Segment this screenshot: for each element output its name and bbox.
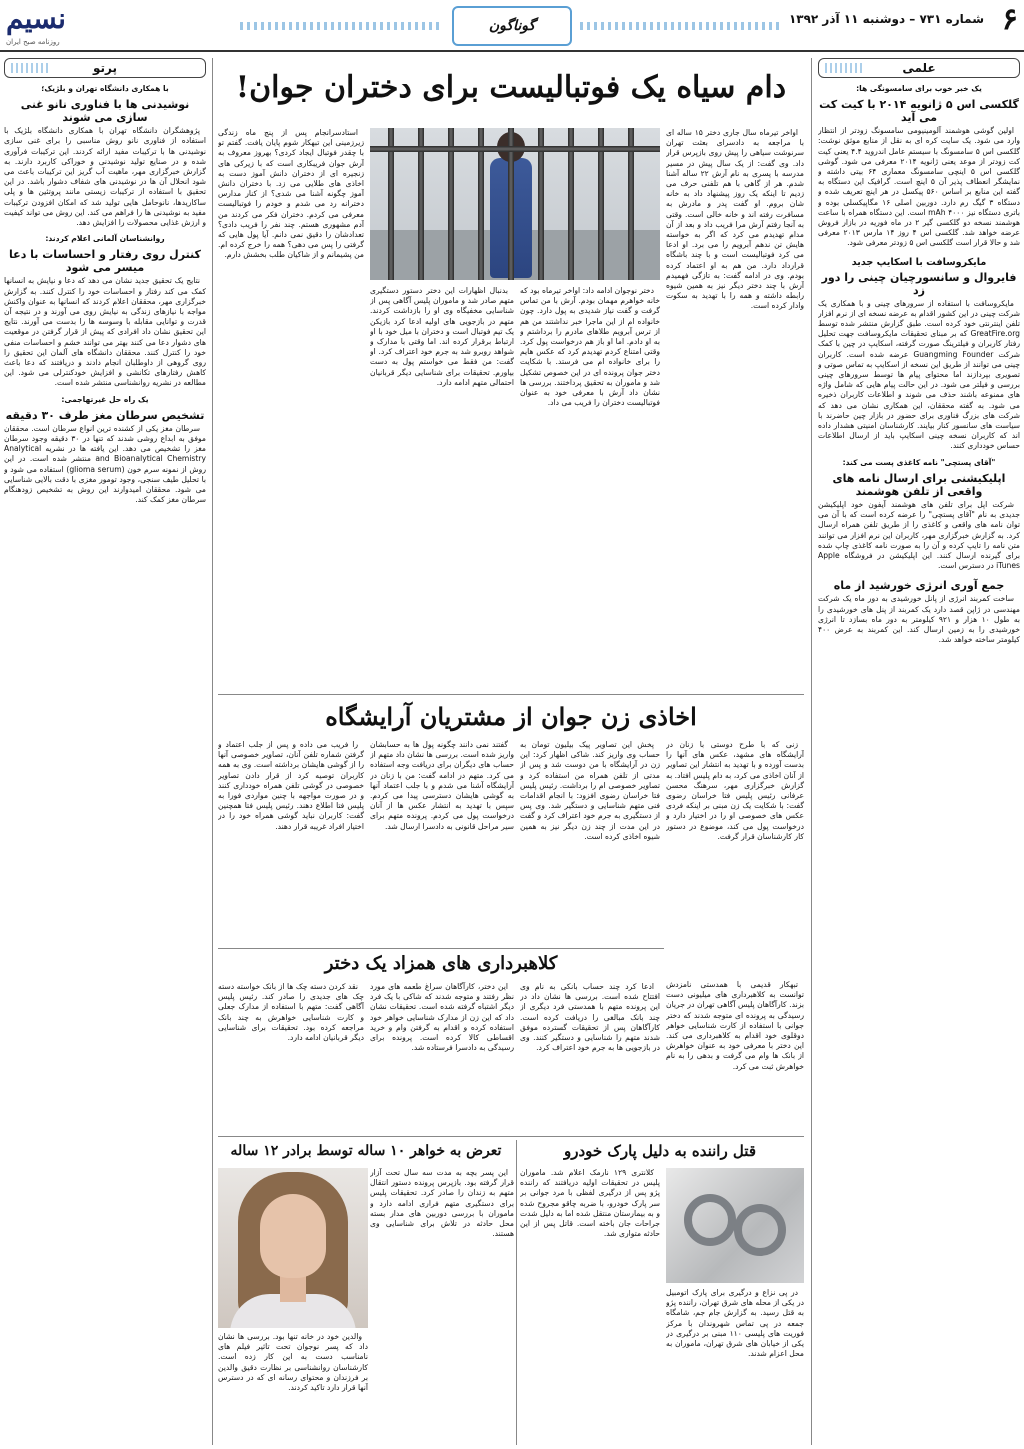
article-kicker: با همکاری دانشگاه تهران و بلژیک؛ <box>41 84 169 93</box>
prisoner-behind-bars-photo <box>370 128 660 280</box>
third-story-column <box>520 982 660 1132</box>
article-body: ساخت کمربند انرژی از پانل خورشیدی به دور ماه یک شرکت مهندسی در ژاپن قصد دارد یک کمربند از پنل های خورشیدی را به طول ۱۰ هزار و ۹۲۱ کیلومتر به دور ماه بسازد تا انرژی خورشیدی را به زمین ارسال کند. این کمربند به عرض ۴۰۰ کیلومتر ساخته خواهد شد. <box>818 594 1020 645</box>
column-divider <box>516 1140 517 1445</box>
science-column <box>818 58 1020 1445</box>
article-body: پخش این تصاویر پیک بیلیون تومان به حساب وی واریز کند. شاکی اظهار کرد: این زن در آرایشگاه با من دوست شد و پس از مدتی از تلفن همراه من استفاده کرد و تصاویر خصوصی ام را برداشت. رئیس پلیس فتا خراسان رضوی افزود: با انجام اقدامات فنی متهم شناسایی و دستگیر شد. وی پس از دستگیری به جرم خود اعتراف کرد و گفت در این مدت از چند زن دیگر نیز به همین شیوه اخاذی کرده است. <box>520 740 660 841</box>
third-story-column <box>218 982 364 1132</box>
bottom-center-headline: تعرض به خواهر ۱۰ ساله توسط برادر ۱۲ ساله <box>230 1143 502 1159</box>
main-headline: دام سیاه یک فوتبالیست برای دختران جوان! <box>235 70 787 105</box>
science-column-header: علمی <box>818 58 1020 78</box>
article-body: اواخر تیرماه سال جاری دختر ۱۵ ساله ای با مراجعه به دادسرای بعثت تهران سرنوشت سیاهی را پیش روی بازپرس قرار داد. وی گفت: از یک سال پیش در مسیر مدرسه با پسری به نام آرش ۲۲ ساله آشنا شدم. هر از گاهی با هم تلفنی حرف می زدیم تا اینکه یک روز پیشنهاد داد به خانه شان بروم. او گفت پدر و مادرش به مسافرت رفته اند و خانه خالی است. وقتی به آنجا رفتم آرش مرا فریب داد و بعد از آن مدام تهدیدم می کرد که اگر به خواسته هایش تن ندهم آبرویم را می برد. او ادعا می کرد فوتبالیست است و با چند باشگاه قرارداد دارد. من هم به او اعتماد کرده بودم. وی در ادامه گفت: به تازگی فهمیدم آرش با چند دختر دیگر نیز به همین شیوه رابطه داشته و همه را با تهدید به سکوت وادار کرده است. <box>666 128 804 311</box>
article-body: گفتند نمی دانند چگونه پول ها به حسابشان واریز شده است. بررسی ها نشان داد متهم از حساب های دیگران برای دریافت وجه استفاده می کرد. متهم در ادامه گفت: من با زنان در آرایشگاه آشنا می شدم و با جلب اعتماد آنها به گوشی هایشان دسترسی پیدا می کردم. سپس با تهدید به انتشار عکس ها از آنان درخواست پول می کردم. پرونده متهم برای سیر مراحل قانونی به دادسرا ارسال شد. <box>370 740 514 831</box>
girl-portrait-photo <box>218 1168 368 1328</box>
article-body: زنی که با طرح دوستی با زنان در آرایشگاه های مشهد، عکس های آنها را بدست آورده و با تهدید به انتشار این تصاویر از آنان اخاذی می کرد، به دام پلیس افتاد. به گزارش خبرگزاری مهر، سرهنگ محسن عرفانی رئیس پلیس فتا خراسان رضوی گفت: با شکایت یک زن مبنی بر اینکه فردی عکس های خصوصی او را در اختیار دارد و درخواست پول می کند، موضوع در دستور کار کارشناسان قرار گرفت. <box>666 740 804 841</box>
article-title: گلکسی اس ۵ ژانویه ۲۰۱۴ با کیت کت می آید <box>819 98 1019 125</box>
masthead-rule <box>0 50 1024 52</box>
article-body: این دختر، کارآگاهان سراغ طعمه های مورد نظر رفتند و متوجه شدند که شاکی با یک فرد دیگر اشتباه گرفته شده است. تحقیقات نشان داد که این زن از مدارک شناسایی خواهر خود استفاده کرده و اقدام به گرفتن وام و خرید اقساطی کالا کرده است. پرونده برای رسیدگی به دادسرا فرستاده شد. <box>370 982 514 1053</box>
decorative-pattern <box>240 22 440 30</box>
article-body: نقد کردن دسته چک ها از بانک خواسته دسته چک های جدیدی را صادر کند. رئیس پلیس آگاهی گفت: متهم با استفاده از مدارک جعلی و کارت شناسایی خواهرش به چند بانک مراجعه کرده بود. تحقیقات برای شناسایی دیگر قربانیان ادامه دارد. <box>218 982 364 1043</box>
newspaper-logo: نسیم <box>6 2 66 35</box>
bottom-right-story-column <box>520 1168 660 1445</box>
article-body: را فریب می داده و پس از جلب اعتماد و گرفتن شماره تلفن آنان، تصاویر خصوصی آنها را از گوشی هایشان برداشته است. وی به همه کاربران توصیه کرد از قرار دادن تصاویر خصوصی در گوشی تلفن همراه خودداری کنند و در صورت مواجهه با چنین مواردی فورا به پلیس فتا اطلاع دهند. رئیس پلیس فتا همچنین گفت: کاربران نباید گوشی همراه خود را در اختیار افراد غریبه قرار دهند. <box>218 740 364 831</box>
decorative-pattern <box>580 22 780 30</box>
section-badge <box>452 6 572 46</box>
story-divider <box>218 694 804 695</box>
parto-column-header: پرتو <box>4 58 206 78</box>
article-body: پژوهشگران دانشگاه تهران با همکاری دانشگاه بلژیک با استفاده از فناوری نانو روش مناسبی را برای غنی سازی نوشیدنی ها با ترکیبات مفید ارائه کردند. این ترکیبات فرآوری شده و در صنایع تولید نوشیدنی و خوراکی کاربرد دارند. به گزارش خبرگزاری مهر، ماهیت آب گریز این ترکیبات باعث می شود انحلال آن ها در نوشیدنی های شفاف دشوار باشد. در این تحقیق با استفاده از ترکیبات زیستی مانند پروتئین ها و پلی ساکاریدها، نانوحامل هایی تولید شد که امکان افزودن ترکیبات مفید به نوشیدنی ها را فراهم می کند. این روش می تواند کیفیت و ارزش غذایی محصولات را افزایش دهد. <box>4 126 206 228</box>
article-body: این پسر بچه به مدت سه سال تحت آزار قرار گرفته بود. بازپرس پرونده دستور انتقال متهم به زندان را صادر کرد. تحقیقات پلیس برای دستگیری متهم فراری ادامه دارد و ماموران با بررسی دوربین های مدار بسته محل حادثه در تلاش برای شناسایی وی هستند. <box>370 1168 514 1239</box>
bottom-right-story-column <box>666 1288 804 1445</box>
article-body: مایکروسافت با استفاده از سرورهای چینی و با همکاری یک شرکت چینی در این کشور اقدام به عرضه نسخه ای از نرم افزار تلفن اینترنتی خود کرده است. طبق گزارش منتشر شده توسط GreatFire.org که بر مبنای تحقیقات مایکروسافت جهت تحلیل رفتار کاربران و فیلترینگ صورت گرفته، اسکایپ در چین با کمک شرکت Guangming Founder عرضه شده است. کاربران چینی می توانند از طریق این نسخه از اسکایپ به تماس صوتی و تصویری بپردازند اما محتوای پیام ها توسط سرورهای چینی بررسی و فیلتر می شود. در این حالت پیام هایی که شامل واژه های ممنوعه باشند حذف می شوند و اطلاعات کاربران ذخیره می شود. به گفته محققان، این همکاری نشان می دهد که شرکت های بزرگ فناوری برای حضور در بازار چین حاضرند با سیاست های سانسور کنار بیایند. کارشناسان امنیتی هشدار داده اند که کاربران نسخه چینی اسکایپ باید از ارسال اطلاعات حساس خودداری کنند. <box>818 298 1020 451</box>
story-divider <box>218 1136 804 1137</box>
article-body: سرطان مغز یکی از کشنده ترین انواع سرطان است. محققان موفق به ابداع روشی شدند که تنها در ۳۰ دقیقه وجود سرطان مغز را تشخیص می دهد. این یافته ها در نشریه Analytical and Bioanalytical Chemistry منتشر شده است. در این روش از نمونه سرم خون (glioma serum) استفاده می شود و با تحلیل طیف سنجی، وجود تومور مغزی با دقت بالایی شناسایی می شود. محققان امیدوارند این روش به تشخیص زودهنگام سرطان مغز کمک کند. <box>4 423 206 505</box>
article-body: شرکت اپل برای تلفن های هوشمند آیفون خود اپلیکیشن جدیدی به نام "آقای پستچی" را عرضه کرده است که با آن می توان نامه های واقعی و کاغذی را از طریق تلفن همراه ارسال کرد. به گزارش خبرگزاری مهر، کاربران این نرم افزار می توانند متن نامه را تایپ کرده و آن را به صورت نامه کاغذی چاپ شده برای گیرنده ارسال کنند. این اپلیکیشن در فروشگاه Apple iTunes در دسترس است. <box>818 499 1020 571</box>
article-title: فایروال و سانسورچیان چینی را دور زد <box>821 270 1017 297</box>
second-story-column <box>218 740 364 945</box>
article-title: اپلیکیشنی برای ارسال نامه های واقعی از تلفن هوشمند <box>832 471 1006 498</box>
masthead <box>0 0 1024 52</box>
article-kicker: یک خبر خوب برای سامسونگی ها: <box>856 84 982 93</box>
article-body: بدنبال اظهارات این دختر دستور دستگیری متهم صادر شد و ماموران پلیس آگاهی پس از شناسایی مخفیگاه وی او را بازداشت کردند. متهم در بازجویی های اولیه ادعا کرد بازیکن یک تیم فوتبال است و دختران با میل خود با او ارتباط برقرار کرده اند. اما وقتی با مدارک و شواهد روبرو شد به جرم خود اعتراف کرد. او گفت: من فقط می خواستم پول به دست بیاورم. تحقیقات برای شناسایی دیگر قربانیان احتمالی متهم ادامه دارد. <box>370 286 514 387</box>
parto-column <box>4 58 206 1445</box>
article-title: تشخیص سرطان مغز طرف ۳۰ دقیقه <box>5 408 205 422</box>
handcuffs-photo <box>666 1168 804 1283</box>
third-story-column <box>666 980 804 1130</box>
article-title: مایکروسافت با اسکایپ جدید <box>851 256 987 268</box>
article-body: در پی نزاع و درگیری برای پارک اتومبیل در یکی از محله های شرق تهران، راننده پژو به قتل رسید. به گزارش جام جم، شامگاه جمعه در پی تماس شهروندان با مرکز فوریت های پلیسی ۱۱۰ مبنی بر درگیری در یکی از خیابان های شرق تهران، ماموران به محل اعزام شدند. <box>666 1288 804 1359</box>
article-kicker: روانشناسان آلمانی اعلام کردند: <box>45 234 165 244</box>
story-divider <box>218 948 664 949</box>
article-body: کلانتری ۱۲۹ نارمک اعلام شد. ماموران پلیس در تحقیقات اولیه دریافتند که راننده پژو پس از درگیری لفظی با مرد جوانی بر سر پارک خودرو، با ضربه چاقو مجروح شده و به بیمارستان منتقل شده اما به دلیل شدت جراحات جان باخته است. قاتل پس از این حادثه متواری شد. <box>520 1168 660 1239</box>
article-title: کنترل روی رفتار و احساسات با دعا میسر می شود <box>9 248 201 275</box>
second-headline: اخاذی زن جوان از مشتریان آرایشگاه <box>325 702 697 731</box>
article-body: استادسرانجام پس از پنج ماه زندگی زیرزمینی این تبهکار شوم پایان یافت. گفتم تو با چقدر فوتبال ایجاد کردی؟ بهروز معروف به آرش جوان فریبکاری است که با زیرکی های زنجیره ای از دختران دانش آموز دست به اخاذی های طلایی می زد. با دختران دانش آموز چگونه آشنا می شدی؟ از کنار مدارس دخترانه رد می شدم و خودم را فوتبالیست معرفی می کردم. دختران فکر می کردند من آدم مشهوری هستم. چند نفر را فریب دادی؟ تعدادشان را دقیق نمی دانم. آیا پول هایی که گرفتی را پس می دهی؟ همه را خرج کرده ام. من پشیمانم و از شاکیان طلب بخشش دارم. <box>218 128 364 260</box>
article-title: نوشیدنی ها با فناوری نانو غنی سازی می شوند <box>20 98 190 125</box>
article-kicker: "آقای پستچی" نامه کاغذی پست می کند: <box>842 457 996 467</box>
column-divider <box>212 58 213 1445</box>
photo-crossbar <box>370 146 660 152</box>
article-body: تبهکار قدیمی با همدستی نامزدش توانست به کلاهبرداری های میلیونی دست بزند. کارآگاهان پلیس آگاهی تهران در جریان رسیدگی به پرونده ای متوجه شدند که دختر جوانی با استفاده از کارت شناسایی خواهر دوقلوی خود اقدام به کلاهبرداری می کند. این دختر با معرفی خود به عنوان خواهرش از بانک ها وام می گرفت و بدهی را به نام خواهرش ثبت می کرد. <box>666 980 804 1071</box>
handcuff-ring <box>734 1204 786 1256</box>
newspaper-logo-subtitle: روزنامه صبح ایران <box>6 38 60 46</box>
article-title: جمع آوری انرژی خورشید از ماه <box>833 579 1005 593</box>
third-story-column <box>370 982 514 1132</box>
page-number: ۶ <box>1001 2 1018 37</box>
second-story-column <box>520 740 660 945</box>
article-body: نتایج یک تحقیق جدید نشان می دهد که دعا و نیایش به انسانها کمک می کند رفتار و احساسات خود را کنترل کنند. به گزارش خبرگزاری مهر، محققان اعلام کردند که انسانها به عنوان واکنش مواجه با نیازهای زندگی به نیایش روی می آورند و در نتیجه آن قدرت و توانایی مقابله با وسوسه ها را بدست می آورند. نتایج این تحقیق نشان داد افرادی که پیش از قرار گرفتن در موقعیت های دشوار دعا می کنند بهتر می توانند خشم و احساسات منفی خود را کنترل کنند. محققان دانشگاه های آلمان این تحقیق را روی گروهی از داوطلبان انجام دادند و دریافتند که دعا باعث کاهش رفتارهای تکانشی و افزایش خودکنترلی می شود. این مطالعه در نشریه روانشناسی منتشر شده است. <box>4 276 206 388</box>
main-story-column <box>666 128 804 690</box>
main-story-column <box>218 128 364 690</box>
photo-face <box>260 1194 326 1278</box>
article-kicker: یک راه حل غیرتهاجمی: <box>61 394 149 404</box>
column-divider <box>811 58 812 1445</box>
article-body: والدین خود در خانه تنها بود. بررسی ها نشان داد که پسر نوجوان تحت تاثیر فیلم های نامناسب دست به این کار زده است. کارشناسان روانشناسی بر نظارت دقیق والدین بر فرزندان و محتوای رسانه ای که در دسترس آنها قرار دارد تاکید کردند. <box>218 1332 368 1393</box>
second-story-column <box>666 740 804 975</box>
bottom-right-headline: قتل راننده به دلیل پارک خودرو <box>564 1142 756 1160</box>
third-headline: کلاهبرداری های همزاد یک دختر <box>324 953 558 974</box>
issue-line: شماره ۷۳۱ – دوشنبه ۱۱ آذر ۱۳۹۲ <box>788 12 984 26</box>
second-story-column <box>370 740 514 945</box>
article-body: اولین گوشی هوشمند آلومینیومی سامسونگ زودتر از انتظار وارد می شود. یک سایت کره ای به نقل از منابع موثق نوشت: گلکسی اس ۵ سامسونگ با سیستم عامل اندروید ۴.۴ یعنی کیت کت زودتر از موعد یعنی ژانویه ۲۰۱۴ معرفی می شود. گوشی گلکسی اس ۵ اینچی سامسونگ معماری ۶۴ بیتی داشته و نمایشگر انعطاف پذیر آن ۵ اینچ است. گرافیک این دستگاه به گفته این منابع بر اساس ۵۶۰ پیکسل در هر اینچ تعریف شده و دستگاه ۳ گیگ رم دارد. دوربین اصلی ۱۶ مگاپیکسلی بوده و باتری دستگاه نیز ۴۰۰۰ mAh است. این دستگاه همراه با ساعت هوشمند نسخه دو گلکسی گیر ۲ در ماه فوریه در بازار فروش عرضه خواهد شد. گلکسی اس ۴ روز ۱۴ مارس ۲۰۱۳ معرفی شد و حالا قرار است گلکسی اس ۵ زودتر معرفی شود. <box>818 126 1020 248</box>
section-title: گوناگون <box>488 18 536 34</box>
handcuff-ring <box>684 1194 736 1246</box>
bottom-right-story-column <box>370 1168 514 1445</box>
article-body: ادعا کرد چند حساب بانکی به نام وی افتتاح شده است. بررسی ها نشان داد در این پرونده متهم با همدستی فرد دیگری از چند بانک مبالغی را دریافت کرده است. کارآگاهان پس از تحقیقات گسترده موفق شدند متهم را شناسایی و دستگیر کنند. وی در بازجویی ها به جرم خود اعتراف کرد. <box>520 982 660 1053</box>
article-body: دختر نوجوان ادامه داد: اواخر تیرماه بود که خانه خواهرم مهمان بودم. آرش با من تماس گرفت و گفت نیاز شدیدی به پول دارد. چون خانواده ام از این ماجرا خبر نداشتند من هم از ترس آبرویم طلاهای مادرم را برداشتم و به او دادم. اما او باز هم درخواست پول کرد. وقتی امتناع کردم تهدیدم کرد که عکس هایم را برای خانواده ام می فرستد. با شکایت دختر جوان پرونده ای در این خصوص تشکیل شد و ماموران به تحقیق پرداختند. بررسی ها نشان داد آرش با معرفی خود به عنوان فوتبالیست دختران را فریب می داد. <box>520 286 660 408</box>
bottom-center-story-column <box>218 1332 368 1445</box>
